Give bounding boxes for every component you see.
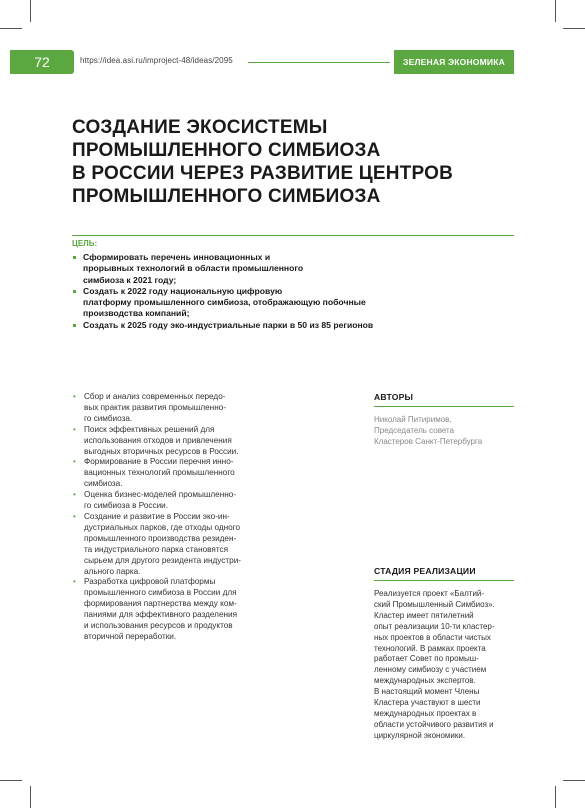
task-line: сырьем для другого резидента индустри- <box>84 555 242 565</box>
author-line: Николай Питиримов, <box>374 415 452 424</box>
author-line: Кластеров Санкт-Петербурга <box>374 436 483 446</box>
task-item <box>72 577 282 642</box>
stage-line: Кластер имеет пятилетний <box>374 610 474 620</box>
task-line: • Оценка бизнес-моделей промышленно- <box>84 490 237 500</box>
title-line: ПРОМЫШЛЕННОГО СИМБИОЗА <box>72 186 381 207</box>
crop-mark <box>555 786 556 808</box>
task-line: • Поиск эффективных решений для <box>84 424 215 434</box>
crop-mark <box>563 28 585 29</box>
task-list <box>72 392 282 643</box>
goal-list <box>72 252 512 331</box>
stage-line: В настоящий момент Члены <box>374 687 480 697</box>
goal-label: ЦЕЛЬ: <box>72 239 98 248</box>
stage-heading: СТАДИЯ РЕАЛИЗАЦИИ <box>374 566 476 576</box>
task-line: го симбиоза в России. <box>84 501 169 511</box>
task-line: • Сбор и анализ современных передо- <box>84 392 226 401</box>
task-item <box>72 512 282 577</box>
task-line: • Создание и развитие в России эко-ин- <box>84 511 230 521</box>
task-line: вторичной переработки. <box>84 631 177 641</box>
goal-line: платформу промышленного симбиоза, отображающую побочные <box>83 297 366 308</box>
stage-line: Реализуется проект «Балтий- <box>374 589 485 598</box>
task-line: симбиоза. <box>84 479 123 489</box>
stage-line: ных проектов в области чистых <box>374 632 491 642</box>
title-line: СОЗДАНИЕ ЭКОСИСТЕМЫ <box>72 117 328 138</box>
task-line: выгодных вторичных ресурсов в России. <box>84 446 239 456</box>
stage-line: Кластера участвуют в шести <box>374 698 481 708</box>
crop-mark <box>30 0 31 22</box>
section-label: ЗЕЛЕНАЯ ЭКОНОМИКА <box>394 50 514 74</box>
task-line: вых практик развития промышленно- <box>84 402 226 412</box>
crop-mark <box>0 780 22 781</box>
goal-line: прорывных технологий в области промышленного <box>83 263 304 274</box>
task-line: паниями для эффективного разделения <box>84 610 238 620</box>
stage-line: ский Промышленный Симбиоз». <box>374 599 495 609</box>
task-line: • Формирование в России перечня инно- <box>84 457 234 467</box>
task-item <box>72 457 282 490</box>
task-item <box>72 392 282 425</box>
goal-item <box>72 252 512 286</box>
authors-text <box>374 415 519 447</box>
goal-item <box>72 286 512 320</box>
goal-divider <box>72 235 514 236</box>
crop-mark <box>555 0 556 22</box>
title-line: В РОССИИ ЧЕРЕЗ РАЗВИТИЕ ЦЕНТРОВ <box>72 163 454 184</box>
task-line: дустриальных парков, где отходы одного <box>84 522 241 532</box>
goal-item <box>72 320 512 331</box>
task-line: промышленного производства резиден- <box>84 533 237 543</box>
task-line: го симбиоза. <box>84 413 133 423</box>
stage-line: международных экспертов. <box>374 676 476 686</box>
stage-line: ленному симбиозу с участием <box>374 665 487 675</box>
stage-line: опыт реализации 10-ти кластер- <box>374 621 495 631</box>
stage-line: области устойчивого развития и <box>374 719 494 729</box>
crop-mark <box>563 780 585 781</box>
stage-line: международных проектах в <box>374 708 477 718</box>
crop-mark <box>0 28 22 29</box>
title-line: ПРОМЫШЛЕННОГО СИМБИОЗА <box>72 140 381 161</box>
stage-divider <box>374 580 514 581</box>
task-line: формирования партнерства между ком- <box>84 599 237 609</box>
stage-line: работает Совет по промыш- <box>374 654 479 664</box>
goal-line: симбиоза к 2021 году; <box>83 274 177 285</box>
goal-line: производства компаний; <box>83 308 190 319</box>
stage-line: циркулярной экономики. <box>374 730 466 740</box>
task-line: та индустриального парка становятся <box>84 544 229 554</box>
task-line: • Разработка цифровой платформы <box>84 577 216 587</box>
goal-line: Создать к 2025 году эко-индустриальные парки в 50 из 85 регионов <box>83 319 374 330</box>
authors-divider <box>374 406 514 407</box>
task-line: использования отходов и привлечения <box>84 435 232 445</box>
goal-line: Создать к 2022 году национальную цифровую <box>83 285 283 296</box>
page-title <box>72 116 512 208</box>
header-divider <box>248 62 390 63</box>
task-line: вационных технологий промышленного <box>84 468 235 478</box>
task-line: и использования ресурсов и продуктов <box>84 621 233 631</box>
stage-text <box>374 589 519 742</box>
authors-heading: АВТОРЫ <box>374 392 414 402</box>
stage-line: технологий. В рамках проекта <box>374 643 486 653</box>
header-url[interactable]: https://idea.asi.ru/improject-48/ideas/2095 <box>80 56 233 65</box>
crop-mark <box>30 786 31 808</box>
goal-line: Сформировать перечень инновационных и <box>83 252 271 262</box>
task-line: ального парка. <box>84 566 141 576</box>
task-item <box>72 490 282 512</box>
task-item <box>72 425 282 458</box>
author-line: Председатель совета <box>374 425 455 435</box>
page-number: 72 <box>10 50 74 74</box>
task-line: промышленного симбиоза в России для <box>84 588 237 598</box>
